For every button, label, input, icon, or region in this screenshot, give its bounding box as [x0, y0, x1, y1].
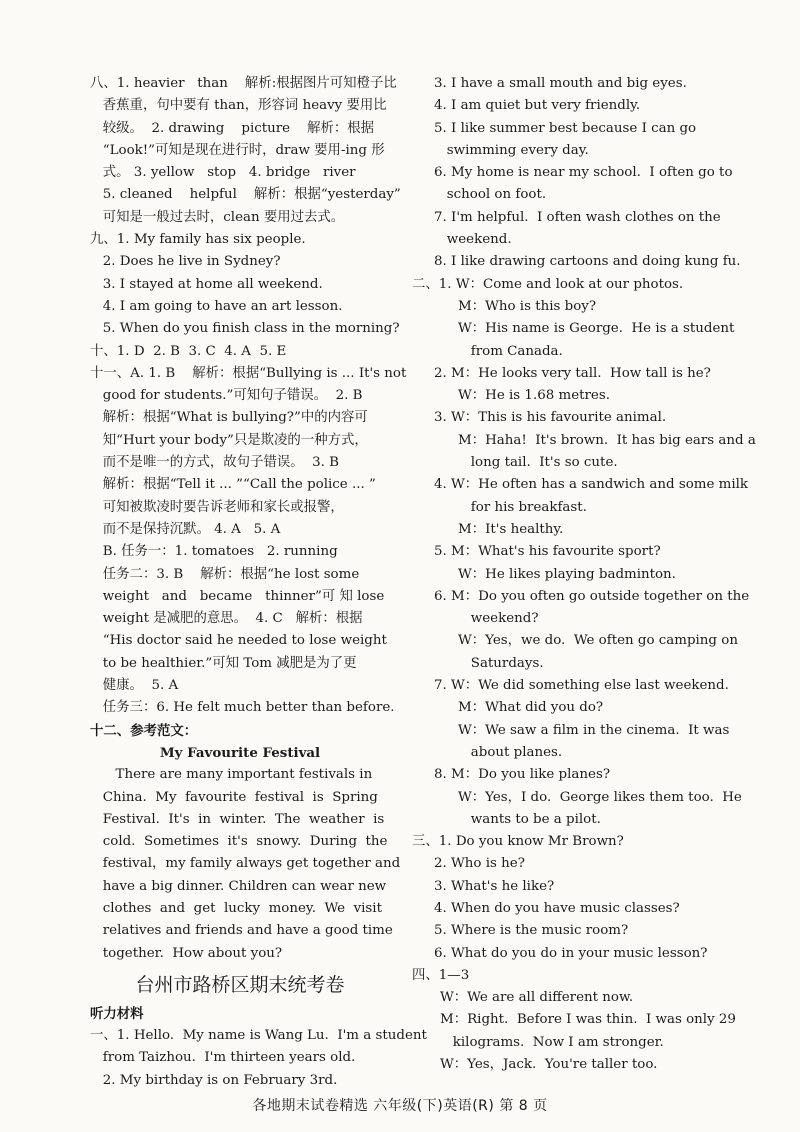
text-line: 5. cleaned helpful 解析：根据“yesterday”	[90, 187, 401, 203]
dialogue-line: kilograms. Now I am stronger.	[440, 1034, 664, 1050]
essay-line: clothes and get lucky money. We visit	[90, 900, 382, 916]
text-line: 三、1. Do you know Mr Brown?	[412, 834, 624, 850]
exam-title: 台州市路桥区期末统考卷	[135, 973, 345, 996]
dialogue-line: 7. W：We did something else last weekend.	[434, 678, 729, 694]
dialogue-line: W：We saw a film in the cinema. It was	[458, 722, 730, 738]
text-line: 解析：根据“Tell it ... ”“Call the police ... ”	[90, 477, 376, 493]
text-line: 7. I'm helpful. I often wash clothes on the	[434, 209, 721, 225]
text-line: 八、1. heavier than 解析:根据图片可知橙子比	[90, 76, 397, 91]
dialogue-line: M：Haha! It's brown. It has big ears and a	[458, 432, 756, 448]
essay-line: have a big dinner. Children can wear new	[90, 878, 387, 894]
dialogue-line: M：What did you do?	[458, 700, 604, 716]
dialogue-line: 8. M：Do you like planes?	[434, 767, 610, 783]
page-footer: 各地期末试卷精选 六年级(下)英语(R) 第 8 页	[252, 1098, 548, 1114]
dialogue-line: W：His name is George. He is a student	[458, 321, 735, 337]
text-line: weight and became thinner”可 知 lose	[90, 588, 385, 604]
dialogue-line: long tail. It's so cute.	[458, 455, 618, 471]
essay-line: together. How about you?	[90, 945, 283, 961]
text-line: 3. What's he like?	[434, 878, 555, 894]
text-line: weight 是减肥的意思。 4. C 解析：根据	[90, 611, 363, 627]
text-line: 2. Who is he?	[434, 856, 525, 872]
dialogue-line: about planes.	[458, 744, 563, 760]
section-heading: 听力材料	[90, 1005, 144, 1022]
essay-line: China. My favourite festival is Spring	[90, 789, 378, 805]
text-line: 3. I stayed at home all weekend.	[90, 276, 323, 292]
text-line: 4. When do you have music classes?	[434, 900, 680, 916]
text-line: 6. My home is near my school. I often go to	[434, 165, 733, 181]
text-line: 较级。 2. drawing picture 解析：根据	[90, 120, 375, 136]
text-line: 4. I am quiet but very friendly.	[434, 98, 641, 114]
dialogue-line: for his breakfast.	[458, 499, 587, 515]
text-line: 任务三：6. He felt much better than before.	[90, 700, 395, 716]
text-line: 2. My birthday is on February 3rd.	[90, 1072, 338, 1088]
dialogue-line: W：We are all different now.	[440, 990, 634, 1006]
text-line: 四、1—3	[412, 967, 470, 983]
text-line: school on foot.	[434, 187, 547, 203]
text-line: to be healthier.”可知 Tom 减肥是为了更	[90, 655, 357, 671]
text-line: 5. When do you finish class in the morning?	[90, 321, 400, 337]
text-line: 5. I like summer best because I can go	[434, 120, 697, 136]
dialogue-line: weekend?	[458, 611, 539, 627]
text-line: 6. What do you do in your music lesson?	[434, 945, 708, 961]
dialogue-line: W：Yes，I do. George likes them too. He	[458, 789, 742, 805]
text-line: 任务二：3. B 解析：根据“he lost some	[90, 566, 360, 582]
text-line: from Taizhou. I'm thirteen years old.	[90, 1050, 356, 1066]
dialogue-line: 3. W：This is his favourite animal.	[434, 410, 667, 426]
essay-title: My Favourite Festival	[159, 744, 321, 761]
text-line: 式。 3. yellow stop 4. bridge river	[90, 165, 356, 181]
essay-line: cold. Sometimes it's snowy. During the	[90, 834, 388, 850]
dialogue-line: from Canada.	[458, 343, 563, 359]
dialogue-line: M：It's healthy.	[458, 521, 564, 537]
text-line: swimming every day.	[434, 142, 589, 158]
text-line: 香蕉重，句中要有 than，形容词 heavy 要用比	[90, 98, 387, 114]
text-line: weekend.	[434, 232, 512, 248]
essay-line: festival，my family always get together and	[90, 856, 401, 872]
text-line: “Look!”可知是现在进行时，draw 要用-ing 形	[90, 142, 385, 158]
text-line: 一、1. Hello. My name is Wang Lu. I'm a student	[90, 1028, 427, 1044]
text-line: good for students.”可知句子错误。 2. B	[90, 388, 363, 404]
text-line: 8. I like drawing cartoons and doing kung fu.	[434, 254, 741, 270]
dialogue-line: 6. M：Do you often go outside together on the	[434, 588, 750, 604]
text-line: 解析：根据“What is bullying?”中的内容可	[90, 410, 368, 426]
dialogue-line: W：He likes playing badminton.	[458, 566, 676, 582]
dialogue-line: wants to be a pilot.	[458, 811, 601, 827]
text-line: B. 任务一：1. tomatoes 2. running	[90, 544, 338, 560]
dialogue-line: Saturdays.	[458, 655, 544, 671]
dialogue-line: W：He is 1.68 metres.	[458, 388, 610, 404]
text-line: 健康。 5. A	[90, 678, 179, 694]
text-line: 而不是唯一的方式，故句子错误。 3. B	[90, 455, 340, 471]
text-line: 可知是一般过去时，clean 要用过去式。	[90, 209, 345, 225]
text-line: 知“Hurt your body”只是欺凌的一种方式，	[90, 432, 368, 448]
essay-line: relatives and friends and have a good time	[90, 923, 393, 939]
text-line: 4. I am going to have an art lesson.	[90, 298, 343, 314]
text-line: 可知被欺凌时要告诉老师和家长或报警，	[90, 499, 344, 515]
text-line: 九、1. My family has six people.	[90, 232, 306, 248]
essay-line: There are many important festivals in	[90, 767, 373, 783]
text-line: 5. Where is the music room?	[434, 923, 629, 939]
text-line: 2. Does he live in Sydney?	[90, 254, 281, 270]
dialogue-line: W：Yes，we do. We often go camping on	[458, 633, 738, 649]
text-line: 3. I have a small mouth and big eyes.	[434, 76, 687, 91]
right-column	[412, 73, 756, 1076]
text-line: 而不是保持沉默。 4. A 5. A	[90, 521, 281, 537]
text-line: “His doctor said he needed to lose weight	[90, 633, 387, 649]
dialogue-line: 4. W：He often has a sandwich and some milk	[434, 477, 749, 493]
dialogue-line: M：Right. Before I was thin. I was only 29	[440, 1012, 736, 1028]
dialogue-line: 5. M：What's his favourite sport?	[434, 544, 661, 560]
text-line: 二、1. W：Come and look at our photos.	[412, 276, 684, 292]
dialogue-line: M：Who is this boy?	[458, 298, 597, 314]
dialogue-line: W：Yes，Jack. You're taller too.	[440, 1057, 658, 1073]
left-column	[90, 73, 427, 1092]
text-line: 十、1. D 2. B 3. C 4. A 5. E	[90, 343, 287, 359]
text-line: 十一、A. 1. B 解析：根据“Bullying is ... It's not	[90, 365, 407, 381]
section-heading: 十二、参考范文：	[90, 722, 198, 739]
dialogue-line: 2. M：He looks very tall. How tall is he?	[434, 365, 711, 381]
essay-line: Festival. It's in winter. The weather is	[90, 811, 385, 827]
